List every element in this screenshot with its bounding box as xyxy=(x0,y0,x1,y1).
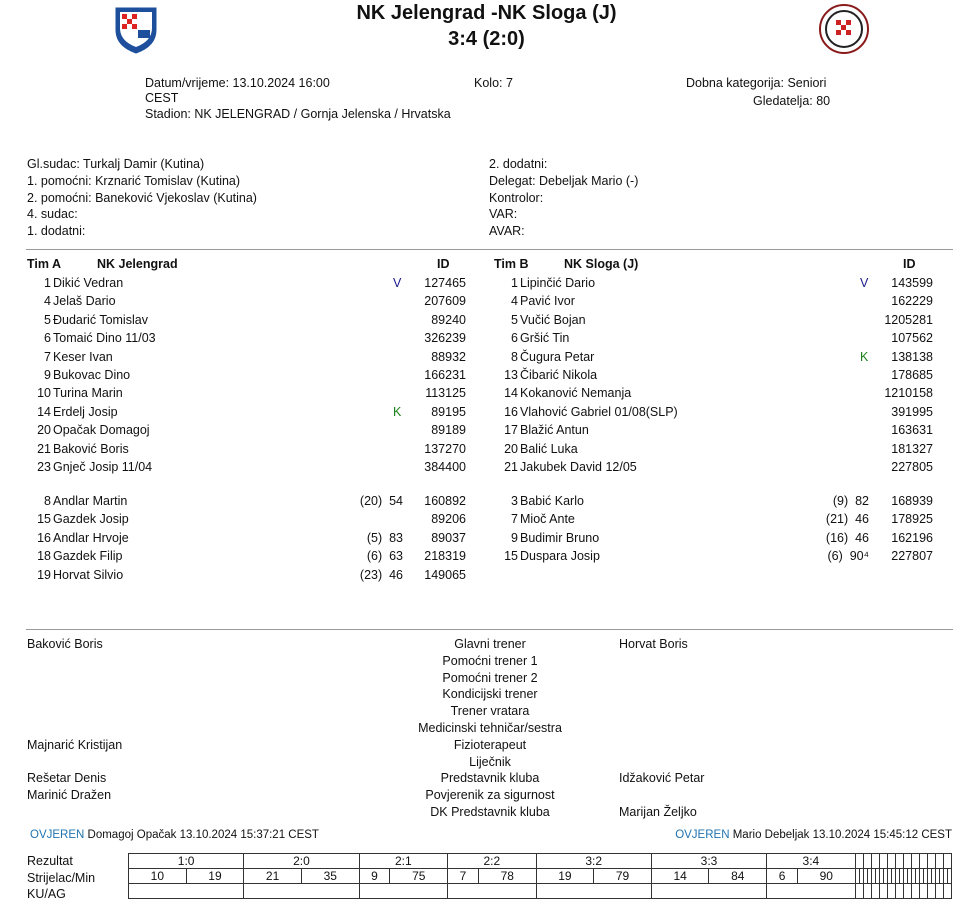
ku-cell xyxy=(244,884,359,899)
player-id: 89189 xyxy=(431,423,466,438)
player-id: 162229 xyxy=(891,294,933,309)
result-cell xyxy=(927,854,935,869)
ku-cell xyxy=(935,884,943,899)
player-id: 113125 xyxy=(425,386,466,401)
sub-number: 15 xyxy=(37,512,51,527)
player-number: 5 xyxy=(44,312,51,327)
sub-name: Budimir Bruno xyxy=(520,530,600,545)
ku-cell xyxy=(943,884,951,899)
ku-cell xyxy=(129,884,244,899)
sub-name: Mioč Ante xyxy=(520,512,575,527)
player-id: 391995 xyxy=(891,404,933,419)
divider xyxy=(26,249,953,250)
staff-a-name: Marinić Dražen xyxy=(27,788,112,803)
goalkeeper-mark: V xyxy=(393,276,402,290)
staff-role: DK Predstavnik kluba xyxy=(430,805,550,819)
sub-number: 18 xyxy=(37,549,51,564)
goal-minute-cell: 35 xyxy=(301,869,359,884)
goal-minute-cell: 79 xyxy=(594,869,652,884)
result-cell xyxy=(879,854,887,869)
ku-cell xyxy=(879,884,887,899)
player-id: 127465 xyxy=(424,276,466,290)
sub-number: 9 xyxy=(511,530,518,545)
result-cell xyxy=(903,854,911,869)
player-name: Opačak Domagoj xyxy=(53,423,150,438)
official-line: Gl.sudac: Turkalj Damir (Kutina) xyxy=(27,157,205,171)
player-id: 166231 xyxy=(424,368,466,382)
official-line: VAR: xyxy=(489,207,518,221)
player-name: Tomaić Dino 11/03 xyxy=(53,331,156,346)
substitution-info: (16) 46 xyxy=(825,530,869,545)
sub-id: 160892 xyxy=(424,494,466,508)
staff-role: Pomoćni trener 2 xyxy=(442,670,538,685)
team-a-id-header: ID xyxy=(437,257,450,271)
goal-minute-cell xyxy=(947,869,951,884)
goal-minute-cell: 75 xyxy=(390,869,448,884)
player-number: 4 xyxy=(511,294,518,309)
verified-tag: OVJEREN xyxy=(675,829,730,841)
player-id: 137270 xyxy=(424,441,466,456)
player-number: 8 xyxy=(511,349,518,364)
player-number: 13 xyxy=(504,368,518,382)
captain-mark: K xyxy=(393,404,402,419)
scorer-number-cell: 6 xyxy=(767,869,798,884)
official-line: AVAR: xyxy=(489,224,525,238)
staff-a-name: Baković Boris xyxy=(27,637,103,651)
player-number: 7 xyxy=(44,349,51,364)
match-title: NK Jelengrad -NK Sloga (J) xyxy=(356,2,617,24)
staff-b-name: Marijan Željko xyxy=(619,805,697,819)
substitution-info: (23) 46 xyxy=(359,567,403,582)
result-cell: 2:0 xyxy=(244,854,359,869)
staff-role: Liječnik xyxy=(469,754,511,769)
player-name: Kokanović Nemanja xyxy=(520,386,632,401)
sub-id: 89037 xyxy=(431,530,466,545)
player-number: 1 xyxy=(44,276,51,290)
official-line: 4. sudac: xyxy=(27,207,78,221)
player-id: 1210158 xyxy=(884,386,933,401)
official-line: 1. dodatni: xyxy=(27,224,86,238)
ku-cell xyxy=(887,884,895,899)
ku-cell xyxy=(536,884,651,899)
player-number: 20 xyxy=(37,423,51,438)
staff-b-name: Idžaković Petar xyxy=(619,771,705,786)
divider xyxy=(26,629,953,630)
sub-id: 218319 xyxy=(424,549,466,564)
goal-minute-cell: 90 xyxy=(797,869,855,884)
player-id: 89195 xyxy=(431,404,466,419)
substitution-info: (6) 63 xyxy=(366,549,403,564)
goalkeeper-mark: V xyxy=(860,276,869,290)
player-name: Čibarić Nikola xyxy=(520,368,598,382)
player-number: 23 xyxy=(37,460,51,474)
ku-cell xyxy=(855,884,863,899)
staff-role: Kondicijski trener xyxy=(442,687,538,702)
player-number: 14 xyxy=(504,386,518,401)
sub-name: Andlar Martin xyxy=(53,494,128,508)
match-datetime: Datum/vrijeme: 13.10.2024 16:00 xyxy=(145,76,330,90)
player-id: 181327 xyxy=(891,441,933,456)
player-name: Turina Marin xyxy=(53,386,123,401)
staff-a-name: Rešetar Denis xyxy=(27,771,107,786)
staff-role: Povjerenik za sigurnost xyxy=(425,788,555,803)
match-stadium: Stadion: NK JELENGRAD / Gornja Jelenska / Hrvatska xyxy=(145,107,451,121)
ku-cell xyxy=(767,884,856,899)
team-b-name: NK Sloga (J) xyxy=(564,257,639,271)
staff-role: Medicinski tehničar/sestra xyxy=(418,721,562,735)
result-cell xyxy=(863,854,871,869)
player-name: Lipinčić Dario xyxy=(520,276,596,290)
player-name: Vučić Bojan xyxy=(520,312,586,327)
substitution-info: (6) 90⁴ xyxy=(827,549,869,564)
ku-cell xyxy=(871,884,879,899)
official-line: 1. pomoćni: Krznarić Tomislav (Kutina) xyxy=(27,174,241,188)
staff-role: Fizioterapeut xyxy=(453,737,527,752)
player-number: 5 xyxy=(511,312,518,327)
ku-cell xyxy=(927,884,935,899)
player-name: Pavić Ivor xyxy=(520,294,575,309)
verified-text: Domagoj Opačak 13.10.2024 15:37:21 CEST xyxy=(87,829,319,841)
player-number: 21 xyxy=(504,460,518,474)
player-number: 20 xyxy=(504,441,518,456)
sub-number: 7 xyxy=(511,512,518,527)
result-cell xyxy=(895,854,903,869)
official-line: 2. dodatni: xyxy=(489,157,548,171)
player-id: 138138 xyxy=(891,349,933,364)
scorer-number-cell: 19 xyxy=(536,869,594,884)
staff-b-name: Horvat Boris xyxy=(619,637,688,651)
goal-minute-cell: 78 xyxy=(478,869,536,884)
player-name: Erdelj Josip xyxy=(53,404,118,419)
spectators: Gledatelja: 80 xyxy=(753,94,831,108)
ku-cell xyxy=(448,884,537,899)
verified-text: Mario Debeljak 13.10.2024 15:45:12 CEST xyxy=(732,829,952,841)
player-name: Gršić Tin xyxy=(520,331,570,346)
team-b-label: Tim B xyxy=(494,257,529,271)
goal-minute-cell: 19 xyxy=(186,869,244,884)
player-name: Đudarić Tomislav xyxy=(53,312,148,327)
sub-number: 8 xyxy=(44,494,51,508)
player-name: Baković Boris xyxy=(53,441,129,456)
sub-number: 15 xyxy=(504,549,518,564)
sub-id: 178925 xyxy=(891,512,933,527)
player-number: 16 xyxy=(504,404,518,419)
player-id: 1205281 xyxy=(884,312,933,327)
staff-role: Trener vratara xyxy=(450,704,530,719)
sub-name: Gazdek Josip xyxy=(53,512,129,527)
result-cell: 3:2 xyxy=(536,854,651,869)
scorer-number-cell: 9 xyxy=(359,869,390,884)
verified-tag: OVJEREN xyxy=(30,829,85,841)
player-id: 326239 xyxy=(424,331,466,346)
player-number: 4 xyxy=(44,294,51,309)
ku-cell xyxy=(651,884,766,899)
age-category: Dobna kategorija: Seniori xyxy=(686,76,827,90)
result-cell: 2:2 xyxy=(448,854,537,869)
player-number: 1 xyxy=(511,276,518,290)
match-timezone: CEST xyxy=(145,91,179,105)
player-name: Jelaš Dario xyxy=(53,294,116,309)
sub-id: 227807 xyxy=(891,549,933,564)
match-round: Kolo: 7 xyxy=(474,76,513,90)
player-name: Čugura Petar xyxy=(520,349,595,364)
goal-minute-cell: 84 xyxy=(709,869,767,884)
result-cell: 1:0 xyxy=(129,854,244,869)
result-cell: 2:1 xyxy=(359,854,448,869)
player-name: Blažić Antun xyxy=(520,423,589,438)
substitution-info: (20) 54 xyxy=(359,494,403,508)
result-cell xyxy=(911,854,919,869)
sub-id: 168939 xyxy=(891,494,933,508)
result-cell: 3:3 xyxy=(651,854,766,869)
ku-cell xyxy=(911,884,919,899)
substitution-info: (9) 82 xyxy=(832,494,869,508)
official-line: Kontrolor: xyxy=(489,191,544,205)
ku-cell xyxy=(863,884,871,899)
team-a-name: NK Jelengrad xyxy=(97,257,178,271)
sub-number: 19 xyxy=(37,567,51,582)
substitution-info: (5) 83 xyxy=(366,530,403,545)
player-id: 163631 xyxy=(891,423,933,438)
official-line: 2. pomoćni: Baneković Vjekoslav (Kutina) xyxy=(27,191,257,205)
player-id: 178685 xyxy=(891,368,933,382)
player-name: Dikić Vedran xyxy=(53,276,124,290)
match-score: 3:4 (2:0) xyxy=(448,28,525,50)
player-name: Vlahović Gabriel 01/08(SLP) xyxy=(520,404,678,419)
scorer-number-cell: 21 xyxy=(244,869,302,884)
player-id: 88932 xyxy=(431,349,466,364)
result-cell xyxy=(943,854,951,869)
sub-id: 89206 xyxy=(431,512,466,527)
ku-cell xyxy=(895,884,903,899)
sub-id: 162196 xyxy=(891,530,933,545)
substitution-info: (21) 46 xyxy=(825,512,869,527)
ku-cell xyxy=(903,884,911,899)
result-cell xyxy=(871,854,879,869)
result-cell xyxy=(935,854,943,869)
staff-role: Predstavnik kluba xyxy=(440,771,540,786)
verified-right xyxy=(675,829,952,841)
player-id: 227805 xyxy=(891,460,933,474)
player-id: 89240 xyxy=(431,312,466,327)
sub-number: 16 xyxy=(37,530,51,545)
sub-name: Babić Karlo xyxy=(520,494,584,508)
sub-name: Gazdek Filip xyxy=(53,549,123,564)
scorer-number-cell: 14 xyxy=(651,869,709,884)
team-a-label: Tim A xyxy=(27,257,62,271)
player-name: Balić Luka xyxy=(520,441,578,456)
goals-grid xyxy=(128,853,952,899)
player-number: 6 xyxy=(44,331,51,346)
player-number: 21 xyxy=(37,441,51,456)
ku-row-label: KU/AG xyxy=(27,887,66,901)
result-cell: 3:4 xyxy=(767,854,856,869)
player-number: 14 xyxy=(37,404,51,419)
result-cell xyxy=(855,854,863,869)
staff-role: Pomoćni trener 1 xyxy=(442,653,538,668)
player-name: Bukovac Dino xyxy=(53,368,131,382)
player-name: Keser Ivan xyxy=(53,349,113,364)
player-id: 207609 xyxy=(424,294,466,309)
player-id: 107562 xyxy=(891,331,933,346)
result-cell xyxy=(887,854,895,869)
result-row-label: Rezultat xyxy=(27,854,73,868)
verified-left xyxy=(30,829,319,841)
sub-number: 3 xyxy=(511,494,518,508)
scorer-row-label: Strijelac/Min xyxy=(27,871,96,885)
sub-name: Duspara Josip xyxy=(520,549,600,564)
player-number: 17 xyxy=(504,423,518,438)
sub-name: Andlar Hrvoje xyxy=(53,530,129,545)
player-number: 6 xyxy=(511,331,518,346)
player-number: 10 xyxy=(37,386,51,401)
staff-role: Glavni trener xyxy=(454,637,526,651)
scorer-number-cell: 10 xyxy=(129,869,187,884)
player-name: Gnječ Josip 11/04 xyxy=(53,460,153,474)
ku-cell xyxy=(919,884,927,899)
sub-id: 149065 xyxy=(424,567,466,582)
sub-name: Horvat Silvio xyxy=(53,567,124,582)
result-cell xyxy=(919,854,927,869)
captain-mark: K xyxy=(860,349,869,364)
scorer-number-cell: 7 xyxy=(448,869,479,884)
player-name: Jakubek David 12/05 xyxy=(520,460,637,474)
ku-cell xyxy=(359,884,448,899)
official-line: Delegat: Debeljak Mario (-) xyxy=(489,174,639,188)
player-id: 384400 xyxy=(424,460,466,474)
staff-a-name: Majnarić Kristijan xyxy=(27,737,123,752)
team-b-id-header: ID xyxy=(903,257,916,271)
player-id: 143599 xyxy=(891,276,933,290)
player-number: 9 xyxy=(44,368,51,382)
